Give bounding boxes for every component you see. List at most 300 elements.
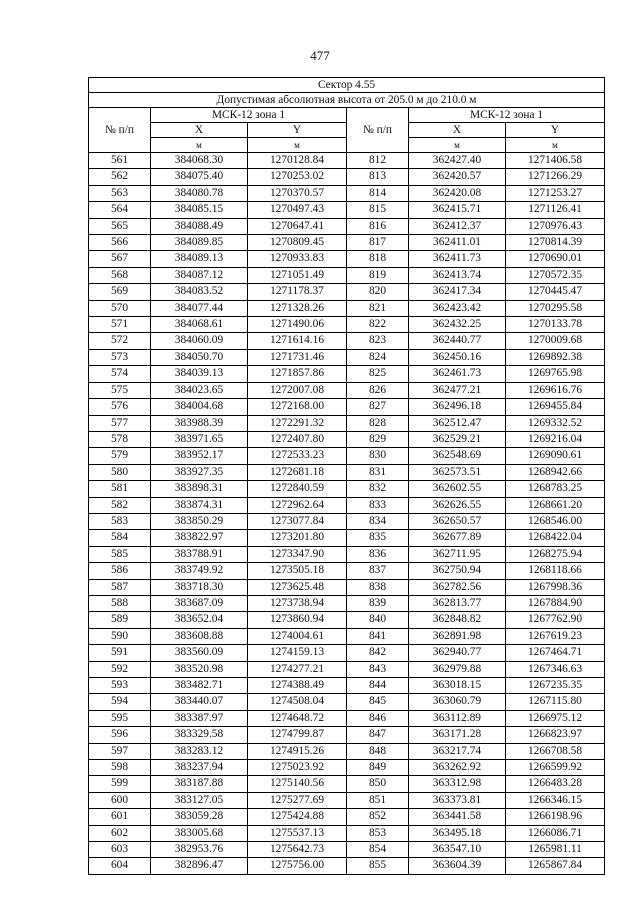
table-row — [89, 218, 605, 234]
y-right: 1268942.66 — [506, 464, 605, 480]
y-left: 1274648.72 — [248, 710, 347, 726]
y-left: 1271857.86 — [248, 366, 347, 382]
y-left: 1270933.83 — [248, 251, 347, 267]
y-left: 1271490.06 — [248, 317, 347, 333]
point-no-left: 562 — [89, 169, 151, 185]
table-row — [89, 595, 605, 611]
coordinates-table — [88, 77, 605, 875]
x-left: 383387.97 — [151, 710, 248, 726]
y-left: 1272168.00 — [248, 399, 347, 415]
point-no-right: 836 — [347, 546, 409, 562]
table-row — [89, 809, 605, 825]
y-right: 1266483.28 — [506, 776, 605, 792]
point-no-left: 587 — [89, 579, 151, 595]
y-left: 1275424.88 — [248, 809, 347, 825]
y-right: 1270295.58 — [506, 300, 605, 316]
x-right: 362711.95 — [409, 546, 506, 562]
x-right: 362461.73 — [409, 366, 506, 382]
y-left: 1274799.87 — [248, 727, 347, 743]
point-no-right: 823 — [347, 333, 409, 349]
table-row — [89, 284, 605, 300]
point-no-left: 561 — [89, 153, 151, 169]
x-left: 384089.85 — [151, 235, 248, 251]
y-left: 1272681.18 — [248, 464, 347, 480]
point-no-left: 603 — [89, 842, 151, 858]
y-right: 1270009.68 — [506, 333, 605, 349]
table-row — [89, 579, 605, 595]
x-left: 384083.52 — [151, 284, 248, 300]
point-no-right: 827 — [347, 399, 409, 415]
x-right: 362602.55 — [409, 481, 506, 497]
y-right: 1266599.92 — [506, 760, 605, 776]
table-row — [89, 710, 605, 726]
point-no-left: 601 — [89, 809, 151, 825]
y-right: 1267115.80 — [506, 694, 605, 710]
y-right: 1266975.12 — [506, 710, 605, 726]
x-right: 362940.77 — [409, 645, 506, 661]
point-no-left: 585 — [89, 546, 151, 562]
y-left: 1270497.43 — [248, 202, 347, 218]
y-left: 1270809.45 — [248, 235, 347, 251]
x-left: 383988.39 — [151, 415, 248, 431]
point-no-right: 848 — [347, 743, 409, 759]
x-right: 363171.28 — [409, 727, 506, 743]
table-row — [89, 415, 605, 431]
x-right: 362496.18 — [409, 399, 506, 415]
col-header-x-right: X — [409, 123, 506, 138]
x-right: 363060.79 — [409, 694, 506, 710]
x-right: 362413.74 — [409, 267, 506, 283]
x-right: 363112.89 — [409, 710, 506, 726]
y-right: 1266198.96 — [506, 809, 605, 825]
table-row — [89, 694, 605, 710]
y-left: 1270253.02 — [248, 169, 347, 185]
x-right: 362423.42 — [409, 300, 506, 316]
x-right: 362512.47 — [409, 415, 506, 431]
point-no-right: 815 — [347, 202, 409, 218]
x-left: 383237.94 — [151, 760, 248, 776]
y-left: 1275537.13 — [248, 825, 347, 841]
x-left: 383187.88 — [151, 776, 248, 792]
y-right: 1269892.38 — [506, 349, 605, 365]
point-no-right: 833 — [347, 497, 409, 513]
unit-y-left: м — [248, 138, 347, 153]
col-header-y-right: Y — [506, 123, 605, 138]
point-no-right: 826 — [347, 382, 409, 398]
table-row — [89, 153, 605, 169]
point-no-right: 830 — [347, 448, 409, 464]
table-row — [89, 645, 605, 661]
table-row — [89, 530, 605, 546]
y-right: 1267762.90 — [506, 612, 605, 628]
x-right: 362440.77 — [409, 333, 506, 349]
table-row — [89, 202, 605, 218]
x-right: 362412.37 — [409, 218, 506, 234]
point-no-left: 578 — [89, 431, 151, 447]
x-left: 383971.65 — [151, 431, 248, 447]
table-row — [89, 858, 605, 874]
point-no-left: 584 — [89, 530, 151, 546]
table-row — [89, 546, 605, 562]
point-no-left: 588 — [89, 595, 151, 611]
table-row — [89, 678, 605, 694]
y-left: 1273738.94 — [248, 595, 347, 611]
point-no-right: 842 — [347, 645, 409, 661]
point-no-left: 579 — [89, 448, 151, 464]
unit-y-right: м — [506, 138, 605, 153]
y-right: 1270814.39 — [506, 235, 605, 251]
table-row — [89, 431, 605, 447]
x-left: 384039.13 — [151, 366, 248, 382]
y-left: 1272840.59 — [248, 481, 347, 497]
point-no-right: 838 — [347, 579, 409, 595]
x-right: 362979.88 — [409, 661, 506, 677]
unit-x-right: м — [409, 138, 506, 153]
y-right: 1269455.84 — [506, 399, 605, 415]
x-left: 383952.17 — [151, 448, 248, 464]
point-no-right: 813 — [347, 169, 409, 185]
x-left: 384023.65 — [151, 382, 248, 398]
point-no-right: 832 — [347, 481, 409, 497]
point-no-left: 566 — [89, 235, 151, 251]
point-no-left: 594 — [89, 694, 151, 710]
y-right: 1269765.98 — [506, 366, 605, 382]
point-no-left: 567 — [89, 251, 151, 267]
point-no-right: 825 — [347, 366, 409, 382]
point-no-right: 844 — [347, 678, 409, 694]
y-right: 1269216.04 — [506, 431, 605, 447]
point-no-left: 583 — [89, 513, 151, 529]
x-right: 362411.01 — [409, 235, 506, 251]
x-left: 383687.09 — [151, 595, 248, 611]
y-right: 1271253.27 — [506, 185, 605, 201]
table-row — [89, 251, 605, 267]
y-right: 1269090.61 — [506, 448, 605, 464]
x-right: 362813.77 — [409, 595, 506, 611]
x-left: 384089.13 — [151, 251, 248, 267]
y-left: 1274159.13 — [248, 645, 347, 661]
x-right: 362417.34 — [409, 284, 506, 300]
table-row — [89, 333, 605, 349]
y-right: 1268422.04 — [506, 530, 605, 546]
y-left: 1274388.49 — [248, 678, 347, 694]
y-left: 1275023.92 — [248, 760, 347, 776]
y-left: 1271051.49 — [248, 267, 347, 283]
table-row — [89, 612, 605, 628]
y-right: 1265981.11 — [506, 842, 605, 858]
col-header-no-right: № п/п — [347, 108, 409, 153]
col-header-no-left: № п/п — [89, 108, 151, 153]
y-left: 1275756.00 — [248, 858, 347, 874]
point-no-right: 847 — [347, 727, 409, 743]
y-right: 1270976.43 — [506, 218, 605, 234]
point-no-right: 852 — [347, 809, 409, 825]
point-no-right: 828 — [347, 415, 409, 431]
x-right: 363018.15 — [409, 678, 506, 694]
point-no-right: 831 — [347, 464, 409, 480]
y-right: 1271126.41 — [506, 202, 605, 218]
point-no-right: 816 — [347, 218, 409, 234]
x-right: 363441.58 — [409, 809, 506, 825]
y-left: 1272291.32 — [248, 415, 347, 431]
col-header-x-left: X — [151, 123, 248, 138]
point-no-right: 841 — [347, 628, 409, 644]
table-row — [89, 169, 605, 185]
y-right: 1268275.94 — [506, 546, 605, 562]
point-no-right: 818 — [347, 251, 409, 267]
x-right: 362750.94 — [409, 563, 506, 579]
x-right: 362650.57 — [409, 513, 506, 529]
x-right: 362420.08 — [409, 185, 506, 201]
x-left: 384060.09 — [151, 333, 248, 349]
x-right: 362848.82 — [409, 612, 506, 628]
y-right: 1269616.76 — [506, 382, 605, 398]
point-no-right: 843 — [347, 661, 409, 677]
point-no-left: 586 — [89, 563, 151, 579]
y-left: 1271614.16 — [248, 333, 347, 349]
y-left: 1270370.57 — [248, 185, 347, 201]
point-no-right: 855 — [347, 858, 409, 874]
y-left: 1273201.80 — [248, 530, 347, 546]
point-no-left: 591 — [89, 645, 151, 661]
x-left: 384087.12 — [151, 267, 248, 283]
x-left: 383059.28 — [151, 809, 248, 825]
y-left: 1272407.80 — [248, 431, 347, 447]
x-right: 362677.89 — [409, 530, 506, 546]
page-number: 477 — [310, 48, 330, 63]
x-left: 383329.58 — [151, 727, 248, 743]
point-no-right: 840 — [347, 612, 409, 628]
y-left: 1271178.37 — [248, 284, 347, 300]
point-no-left: 576 — [89, 399, 151, 415]
y-left: 1275642.73 — [248, 842, 347, 858]
y-right: 1270572.35 — [506, 267, 605, 283]
x-left: 383927.35 — [151, 464, 248, 480]
table-row — [89, 267, 605, 283]
point-no-right: 821 — [347, 300, 409, 316]
x-right: 362411.73 — [409, 251, 506, 267]
y-right: 1267235.35 — [506, 678, 605, 694]
x-left: 384068.30 — [151, 153, 248, 169]
table-row — [89, 825, 605, 841]
x-left: 383005.68 — [151, 825, 248, 841]
x-left: 383788.91 — [151, 546, 248, 562]
x-right: 363495.18 — [409, 825, 506, 841]
x-left: 384075.40 — [151, 169, 248, 185]
point-no-left: 581 — [89, 481, 151, 497]
point-no-right: 824 — [347, 349, 409, 365]
point-no-left: 580 — [89, 464, 151, 480]
x-right: 362415.71 — [409, 202, 506, 218]
point-no-left: 565 — [89, 218, 151, 234]
point-no-left: 575 — [89, 382, 151, 398]
y-left: 1271328.26 — [248, 300, 347, 316]
zone-header-right: МСК-12 зона 1 — [409, 108, 605, 123]
y-left: 1274508.04 — [248, 694, 347, 710]
table-row — [89, 399, 605, 415]
y-right: 1268783.25 — [506, 481, 605, 497]
table-row — [89, 349, 605, 365]
y-left: 1273625.48 — [248, 579, 347, 595]
table-row — [89, 382, 605, 398]
point-no-left: 571 — [89, 317, 151, 333]
point-no-right: 849 — [347, 760, 409, 776]
y-right: 1266346.15 — [506, 792, 605, 808]
x-right: 363373.81 — [409, 792, 506, 808]
table-row — [89, 481, 605, 497]
y-right: 1267998.36 — [506, 579, 605, 595]
coordinates-body — [89, 153, 605, 875]
x-right: 363604.39 — [409, 858, 506, 874]
y-right: 1265867.84 — [506, 858, 605, 874]
x-right: 362626.55 — [409, 497, 506, 513]
x-left: 383898.31 — [151, 481, 248, 497]
table-row — [89, 628, 605, 644]
unit-x-left: м — [151, 138, 248, 153]
x-left: 383608.88 — [151, 628, 248, 644]
point-no-right: 845 — [347, 694, 409, 710]
table-row — [89, 185, 605, 201]
x-left: 384077.44 — [151, 300, 248, 316]
y-left: 1273347.90 — [248, 546, 347, 562]
y-right: 1270690.01 — [506, 251, 605, 267]
point-no-left: 598 — [89, 760, 151, 776]
point-no-left: 569 — [89, 284, 151, 300]
y-left: 1270647.41 — [248, 218, 347, 234]
y-left: 1272007.08 — [248, 382, 347, 398]
y-left: 1274277.21 — [248, 661, 347, 677]
y-right: 1267464.71 — [506, 645, 605, 661]
table-row — [89, 464, 605, 480]
x-left: 383482.71 — [151, 678, 248, 694]
x-left: 383874.31 — [151, 497, 248, 513]
point-no-right: 817 — [347, 235, 409, 251]
point-no-left: 604 — [89, 858, 151, 874]
point-no-right: 854 — [347, 842, 409, 858]
point-no-right: 846 — [347, 710, 409, 726]
x-right: 362782.56 — [409, 579, 506, 595]
col-header-y-left: Y — [248, 123, 347, 138]
point-no-right: 819 — [347, 267, 409, 283]
point-no-left: 599 — [89, 776, 151, 792]
x-left: 383560.09 — [151, 645, 248, 661]
table-row — [89, 661, 605, 677]
point-no-left: 602 — [89, 825, 151, 841]
point-no-left: 597 — [89, 743, 151, 759]
y-right: 1266086.71 — [506, 825, 605, 841]
y-left: 1270128.84 — [248, 153, 347, 169]
table-row — [89, 513, 605, 529]
y-right: 1269332.52 — [506, 415, 605, 431]
y-left: 1275140.56 — [248, 776, 347, 792]
point-no-right: 814 — [347, 185, 409, 201]
x-right: 362427.40 — [409, 153, 506, 169]
x-left: 383850.29 — [151, 513, 248, 529]
point-no-left: 568 — [89, 267, 151, 283]
point-no-left: 564 — [89, 202, 151, 218]
y-right: 1268118.66 — [506, 563, 605, 579]
y-left: 1275277.69 — [248, 792, 347, 808]
table-row — [89, 842, 605, 858]
y-right: 1267884.90 — [506, 595, 605, 611]
x-left: 382896.47 — [151, 858, 248, 874]
x-left: 384068.61 — [151, 317, 248, 333]
y-left: 1272533.23 — [248, 448, 347, 464]
x-left: 383749.92 — [151, 563, 248, 579]
point-no-left: 592 — [89, 661, 151, 677]
point-no-left: 570 — [89, 300, 151, 316]
point-no-right: 812 — [347, 153, 409, 169]
x-left: 383440.07 — [151, 694, 248, 710]
y-left: 1274915.26 — [248, 743, 347, 759]
point-no-right: 834 — [347, 513, 409, 529]
point-no-left: 590 — [89, 628, 151, 644]
point-no-right: 829 — [347, 431, 409, 447]
x-right: 362573.51 — [409, 464, 506, 480]
y-right: 1268546.00 — [506, 513, 605, 529]
point-no-left: 596 — [89, 727, 151, 743]
y-left: 1274004.61 — [248, 628, 347, 644]
x-right: 362432.25 — [409, 317, 506, 333]
x-right: 363312.98 — [409, 776, 506, 792]
table-row — [89, 760, 605, 776]
point-no-right: 820 — [347, 284, 409, 300]
y-right: 1266823.97 — [506, 727, 605, 743]
x-right: 362891.98 — [409, 628, 506, 644]
table-row — [89, 448, 605, 464]
zone-header-left: МСК-12 зона 1 — [151, 108, 347, 123]
x-left: 383822.97 — [151, 530, 248, 546]
x-right: 362450.16 — [409, 349, 506, 365]
x-right: 362529.21 — [409, 431, 506, 447]
table-row — [89, 317, 605, 333]
x-left: 383652.04 — [151, 612, 248, 628]
x-right: 363547.10 — [409, 842, 506, 858]
point-no-right: 837 — [347, 563, 409, 579]
point-no-right: 822 — [347, 317, 409, 333]
table-row — [89, 497, 605, 513]
point-no-left: 574 — [89, 366, 151, 382]
point-no-left: 573 — [89, 349, 151, 365]
point-no-right: 835 — [347, 530, 409, 546]
x-left: 384004.68 — [151, 399, 248, 415]
x-left: 383718.30 — [151, 579, 248, 595]
x-left: 383127.05 — [151, 792, 248, 808]
y-right: 1267346.63 — [506, 661, 605, 677]
x-left: 384050.70 — [151, 349, 248, 365]
altitude-caption: Допустимая абсолютная высота от 205.0 м до 210.0 м — [89, 93, 605, 108]
point-no-left: 595 — [89, 710, 151, 726]
point-no-left: 589 — [89, 612, 151, 628]
y-right: 1271406.58 — [506, 153, 605, 169]
point-no-left: 572 — [89, 333, 151, 349]
point-no-left: 577 — [89, 415, 151, 431]
x-right: 363262.92 — [409, 760, 506, 776]
y-right: 1268661.20 — [506, 497, 605, 513]
table-row — [89, 366, 605, 382]
point-no-left: 563 — [89, 185, 151, 201]
x-right: 363217.74 — [409, 743, 506, 759]
y-right: 1266708.58 — [506, 743, 605, 759]
x-left: 383520.98 — [151, 661, 248, 677]
table-row — [89, 792, 605, 808]
point-no-left: 600 — [89, 792, 151, 808]
table-row — [89, 300, 605, 316]
point-no-right: 851 — [347, 792, 409, 808]
y-right: 1270445.47 — [506, 284, 605, 300]
x-right: 362548.69 — [409, 448, 506, 464]
point-no-right: 853 — [347, 825, 409, 841]
